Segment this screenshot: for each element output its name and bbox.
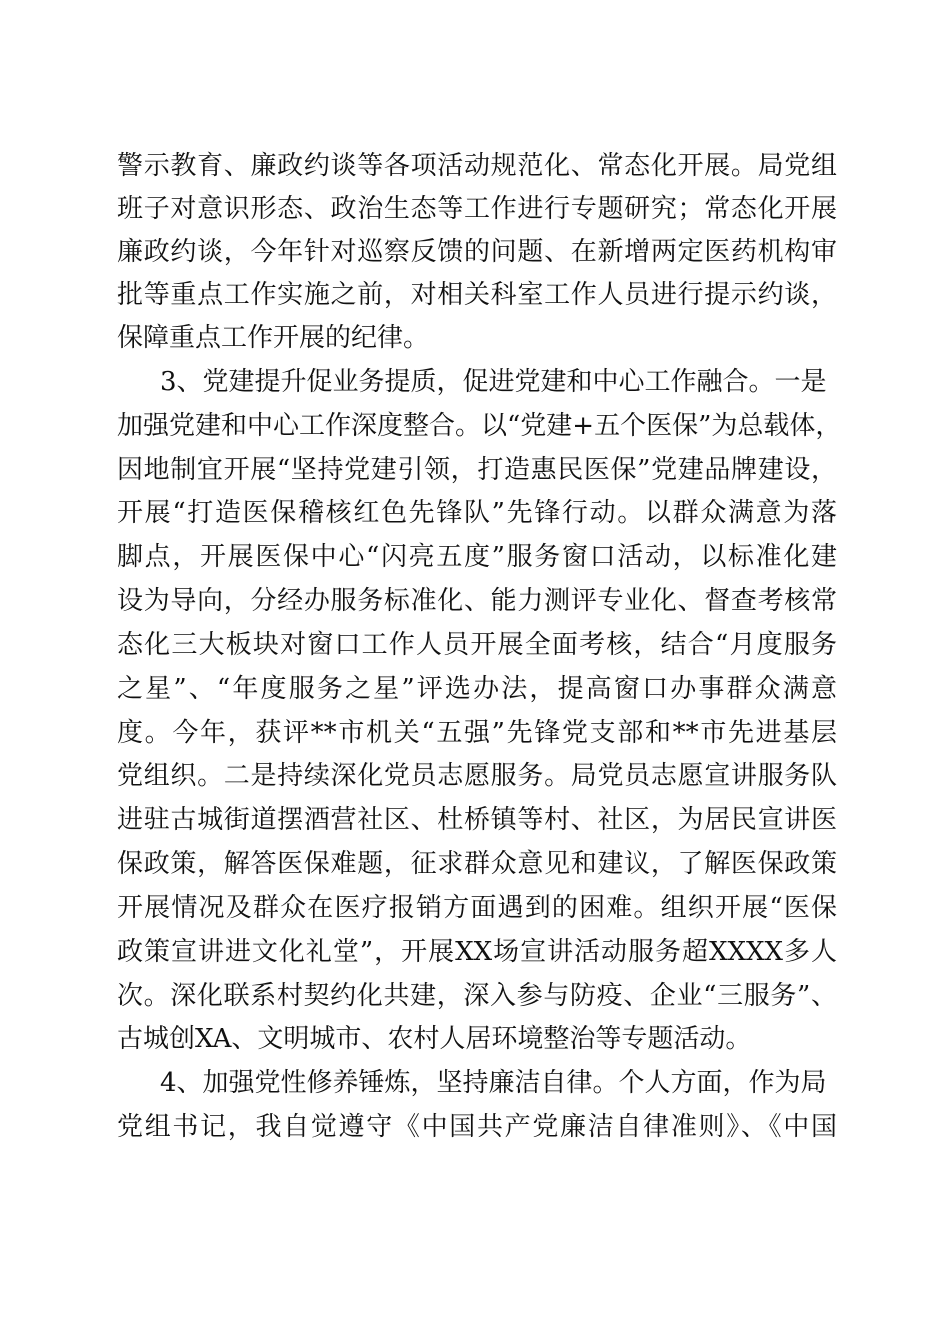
text-line: 党组织。二是持续深化党员志愿服务。局党员志愿宣讲服务队 — [117, 761, 837, 791]
text-line: 廉政约谈，今年针对巡察反馈的问题、在新增两定医药机构审 — [117, 237, 837, 267]
text-line: 态化三大板块对窗口工作人员开展全面考核，结合“月度服务 — [117, 630, 837, 660]
text-line: 之星”、“年度服务之星”评选办法，提高窗口办事群众满意 — [117, 674, 837, 704]
text-line: 政策宣讲进文化礼堂”，开展XX场宣讲活动服务超XXXX多人 — [117, 937, 837, 967]
text-line: 党组书记，我自觉遵守《中国共产党廉洁自律准则》、《中国 — [117, 1112, 837, 1142]
text-line: 开展情况及群众在医疗报销方面遇到的困难。组织开展“医保 — [117, 893, 837, 923]
text-line: 4、加强党性修养锤炼，坚持廉洁自律。个人方面，作为局 — [160, 1068, 827, 1098]
text-line: 批等重点工作实施之前，对相关科室工作人员进行提示约谈， — [117, 280, 837, 310]
text-line: 加强党建和中心工作深度整合。以“党建+五个医保”为总载体， — [117, 411, 842, 441]
text-line: 设为导向，分经办服务标准化、能力测评专业化、督查考核常 — [117, 586, 837, 616]
text-line: 3、党建提升促业务提质，促进党建和中心工作融合。一是 — [160, 367, 827, 397]
text-line: 开展“打造医保稽核红色先锋队”先锋行动。以群众满意为落 — [117, 498, 837, 528]
text-line: 警示教育、廉政约谈等各项活动规范化、常态化开展。局党组 — [117, 151, 837, 181]
text-line: 次。深化联系村契约化共建，深入参与防疫、企业“三服务”、 — [117, 981, 837, 1011]
text-line: 进驻古城街道摆酒营社区、杜桥镇等村、社区，为居民宣讲医 — [117, 805, 837, 835]
text-line: 度。今年，获评**市机关“五强”先锋党支部和**市先进基层 — [117, 718, 837, 748]
text-line: 因地制宜开展“坚持党建引领，打造惠民医保”党建品牌建设， — [117, 455, 837, 485]
text-line: 古城创XA、文明城市、农村人居环境整治等专题活动。 — [117, 1024, 752, 1054]
text-line: 脚点，开展医保中心“闪亮五度”服务窗口活动，以标准化建 — [117, 542, 837, 572]
text-line: 保政策，解答医保难题，征求群众意见和建议，了解医保政策 — [117, 849, 837, 879]
text-line: 班子对意识形态、政治生态等工作进行专题研究；常态化开展 — [117, 194, 837, 224]
text-line: 保障重点工作开展的纪律。 — [117, 323, 430, 353]
